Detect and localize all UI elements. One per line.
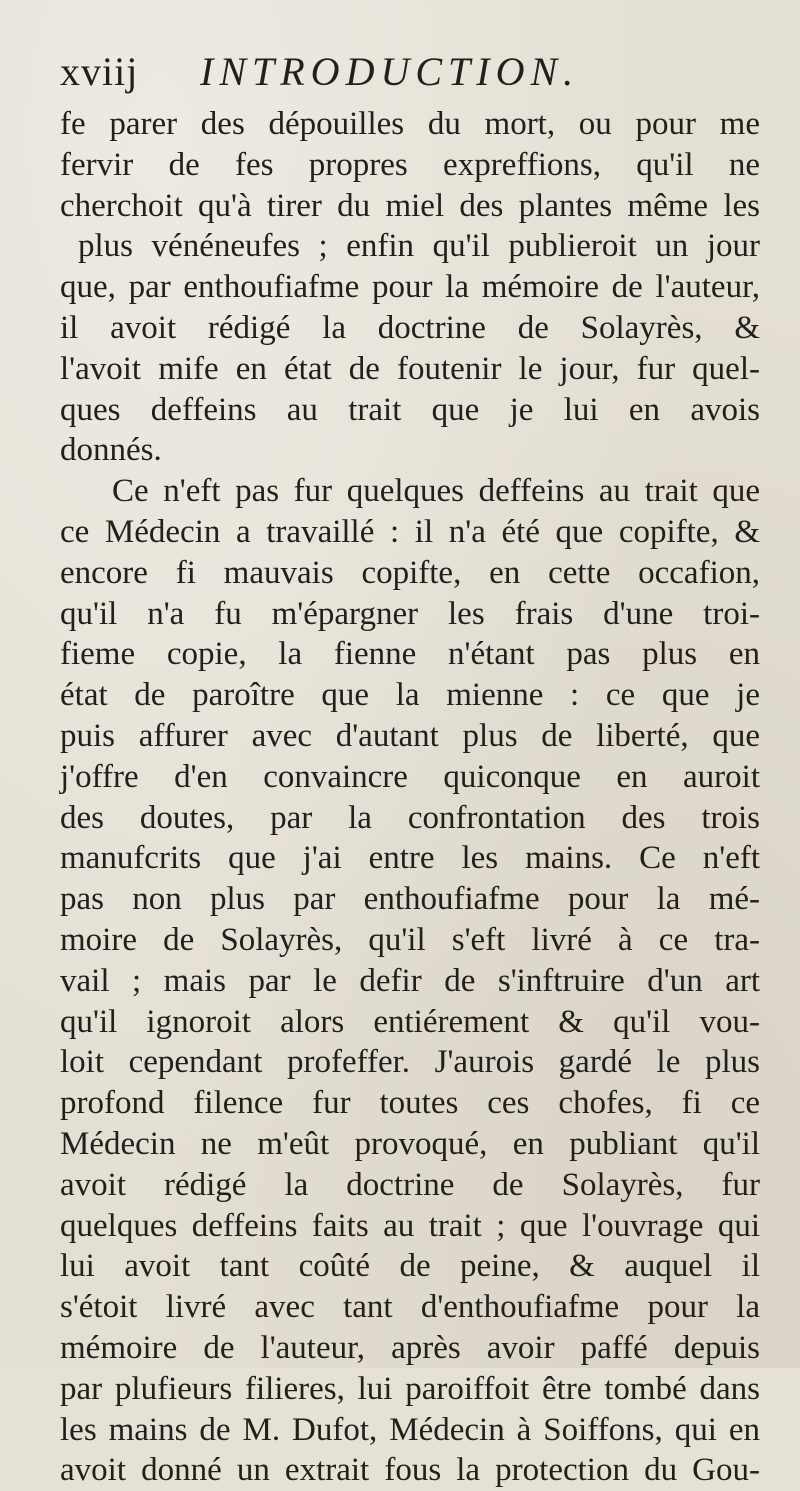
text-line: l'avoit mife en état de foutenir le jour, fur quel- [60, 350, 760, 387]
text-line: fervir de fes propres expreffions, qu'il ne [60, 146, 760, 183]
text-line: les mains de M. Dufot, Médecin à Soiffons, qui en [60, 1411, 760, 1448]
page-number: xviij [60, 49, 139, 94]
text-line: loit cependant profeffer. J'aurois gardé le plus [60, 1044, 760, 1081]
page-header [60, 40, 740, 96]
text-line: avoit rédigé la doctrine de Solayrès, fur [60, 1166, 760, 1203]
text-line: des doutes, par la confrontation des trois [60, 799, 760, 836]
text-line: moire de Solayrès, qu'il s'eft livré à ce tra- [60, 921, 760, 958]
text-line: mémoire de l'auteur, après avoir paffé depuis [60, 1329, 760, 1366]
text-line: avoit donné un extrait fous la protection du Gou- [60, 1452, 760, 1489]
paragraph-start-line: Ce n'eft pas fur quelques deffeins au trait que [112, 473, 760, 510]
text-line: que, par enthoufiafme pour la mémoire de l'auteur, [60, 269, 760, 306]
text-line: qu'il n'a fu m'épargner les frais d'une troi- [60, 595, 760, 632]
text-line: plus vénéneufes ; enfin qu'il publieroit un jour [78, 228, 760, 265]
text-line: fieme copie, la fienne n'étant pas plus en [60, 636, 760, 673]
text-line: quelques deffeins faits au trait ; que l'ouvrage qui [60, 1207, 760, 1244]
text-line: puis affurer avec d'autant plus de liberté, que [60, 717, 760, 754]
text-line: vail ; mais par le defir de s'inftruire d'un art [60, 962, 760, 999]
text-line: pas non plus par enthoufiafme pour la mé- [60, 881, 760, 918]
text-line: encore fi mauvais copifte, en cette occafion, [60, 554, 760, 591]
text-line: ce Médecin a travaillé : il n'a été que copifte, & [60, 513, 760, 550]
text-line: manufcrits que j'ai entre les mains. Ce n'eft [60, 840, 760, 877]
running-head: INTRODUCTION. [200, 49, 580, 94]
text-line: s'étoit livré avec tant d'enthoufiafme pour la [60, 1289, 760, 1326]
text-line: qu'il ignoroit alors entiérement & qu'il vou- [60, 1003, 760, 1040]
text-line: j'offre d'en convaincre quiconque en auroit [60, 758, 760, 795]
text-line: donnés. [60, 432, 162, 469]
text-line: fe parer des dépouilles du mort, ou pour me [60, 106, 760, 142]
text-line: profond filence fur toutes ces chofes, fi ce [60, 1085, 760, 1122]
text-line: lui avoit tant coûté de peine, & auquel il [60, 1248, 760, 1285]
text-line: par plufieurs filieres, lui paroiffoit être tombé dans [60, 1370, 760, 1407]
text-line: ques deffeins au trait que je lui en avois [60, 391, 760, 428]
text-line: état de paroître que la mienne : ce que je [60, 677, 760, 714]
body-text [60, 104, 760, 1491]
text-line: Médecin ne m'eût provoqué, en publiant qu'il [60, 1125, 760, 1162]
text-line: il avoit rédigé la doctrine de Solayrès, & [60, 309, 760, 346]
text-line: cherchoit qu'à tirer du miel des plantes même les [60, 187, 760, 224]
